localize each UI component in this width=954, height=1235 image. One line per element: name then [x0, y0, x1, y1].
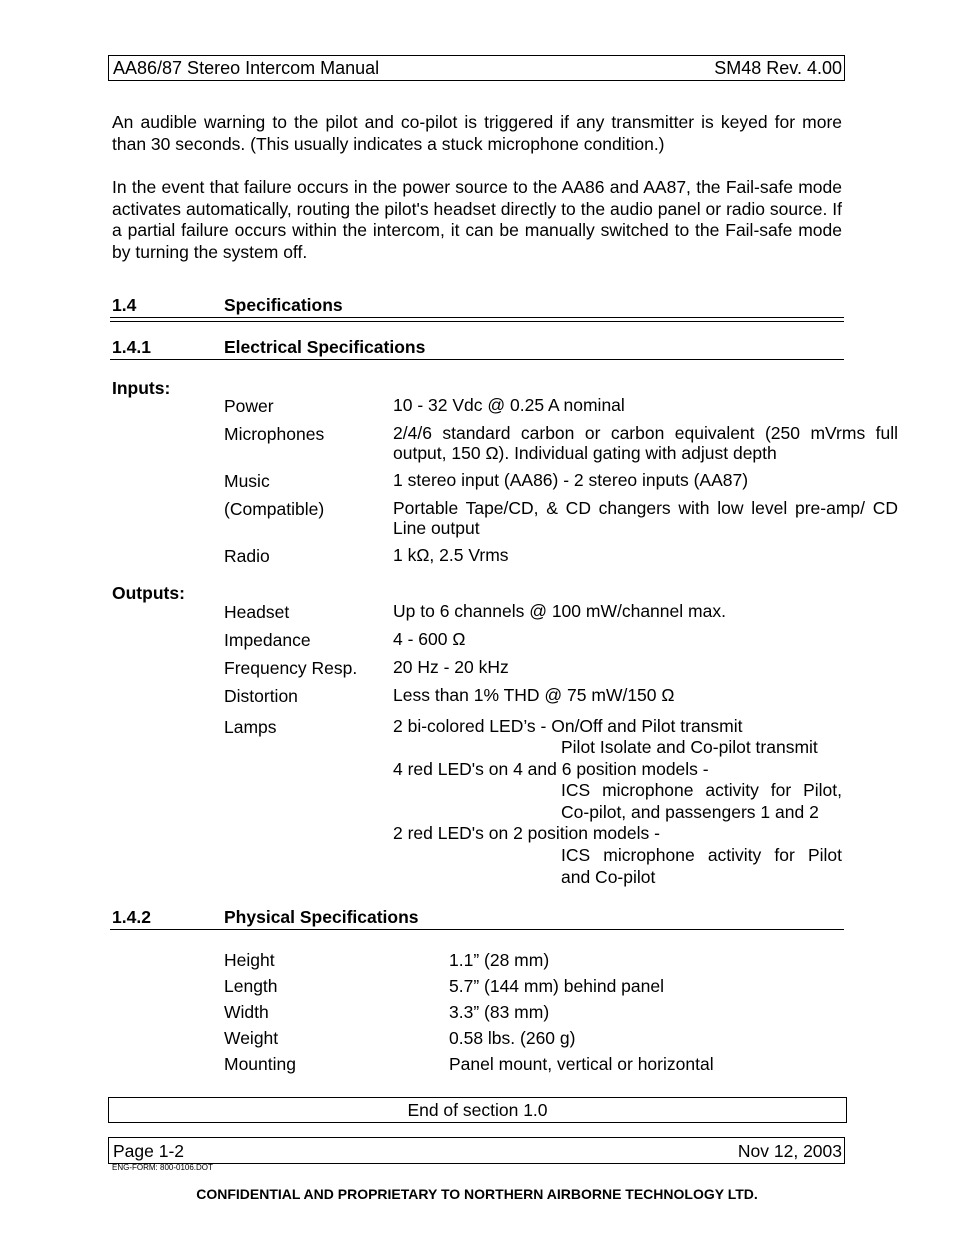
- spec-value-compatible: Portable Tape/CD, & CD changers with low level pre-amp/ CD Line output: [393, 498, 898, 538]
- outputs-heading: Outputs:: [112, 583, 185, 603]
- section-title: Specifications: [224, 295, 343, 315]
- manual-revision: SM48 Rev. 4.00: [714, 58, 842, 78]
- end-of-section: End of section 1.0: [108, 1097, 847, 1123]
- spec-value-frequency: 20 Hz - 20 kHz: [393, 657, 509, 677]
- manual-title: AA86/87 Stereo Intercom Manual: [113, 58, 380, 78]
- spec-label-radio: Radio: [224, 546, 270, 566]
- page-number: Page 1-2: [113, 1141, 185, 1161]
- spec-value-power: 10 - 32 Vdc @ 0.25 A nominal: [393, 395, 625, 415]
- section-rule-double: [110, 317, 844, 322]
- spec-value-radio: 1 kΩ, 2.5 Vrms: [393, 545, 509, 565]
- section-number: 1.4: [112, 295, 137, 315]
- subsection-rule: [110, 929, 844, 930]
- spec-label-lamps: Lamps: [224, 717, 277, 737]
- spec-label-distortion: Distortion: [224, 686, 298, 706]
- phys-label-height: Height: [224, 950, 275, 970]
- spec-value-lamps-3: 2 red LED's on 2 position models -: [393, 823, 660, 843]
- spec-label-frequency: Frequency Resp.: [224, 658, 358, 678]
- intro-paragraph-1: An audible warning to the pilot and co-pilot is triggered if any transmitter is keyed for more than 30 seconds. (This usually indicates a stuck microphone condition.): [112, 112, 842, 154]
- spec-value-lamps-2: 4 red LED's on 4 and 6 position models -: [393, 759, 709, 779]
- phys-label-mounting: Mounting: [224, 1054, 296, 1074]
- spec-value-distortion: Less than 1% THD @ 75 mW/150 Ω: [393, 685, 675, 705]
- spec-label-microphones: Microphones: [224, 424, 325, 444]
- spec-value-lamps-2b: ICS microphone activity for Pilot, Co-pilot, and passengers 1 and 2: [561, 780, 842, 822]
- subsection-title: Electrical Specifications: [224, 337, 426, 357]
- spec-label-compatible: (Compatible): [224, 499, 325, 519]
- intro-paragraph-2: In the event that failure occurs in the power source to the AA86 and AA87, the Fail-safe mode activates automatically, routing the pilot's headset directly to the audio panel or radio source. If a partial failure occurs within the intercom, it can be manually switched to the Fail-safe mode by turning the system off.: [112, 177, 842, 262]
- phys-label-length: Length: [224, 976, 278, 996]
- spec-value-lamps-1: 2 bi-colored LED’s - On/Off and Pilot transmit: [393, 716, 743, 736]
- spec-value-lamps-1b: Pilot Isolate and Co-pilot transmit: [561, 737, 818, 757]
- phys-label-width: Width: [224, 1002, 269, 1022]
- phys-value-weight: 0.58 lbs. (260 g): [449, 1028, 576, 1048]
- subsection-number: 1.4.1: [112, 337, 151, 357]
- spec-value-headset: Up to 6 channels @ 100 mW/channel max.: [393, 601, 726, 621]
- phys-label-weight: Weight: [224, 1028, 279, 1048]
- spec-value-impedance: 4 - 600 Ω: [393, 629, 466, 649]
- spec-value-music: 1 stereo input (AA86) - 2 stereo inputs (AA87): [393, 470, 749, 490]
- spec-label-music: Music: [224, 471, 270, 491]
- subsection-rule: [110, 359, 844, 360]
- confidential-notice: CONFIDENTIAL AND PROPRIETARY TO NORTHERN AIRBORNE TECHNOLOGY LTD.: [196, 1186, 758, 1202]
- footer-date: Nov 12, 2003: [737, 1141, 842, 1161]
- spec-label-impedance: Impedance: [224, 630, 311, 650]
- inputs-heading: Inputs:: [112, 378, 171, 398]
- subsection-title: Physical Specifications: [224, 907, 419, 927]
- spec-label-power: Power: [224, 396, 274, 416]
- phys-value-length: 5.7” (144 mm) behind panel: [449, 976, 664, 996]
- subsection-number: 1.4.2: [112, 907, 151, 927]
- form-id: ENG-FORM: 800-0106.DOT: [112, 1163, 213, 1172]
- spec-value-lamps-3b: ICS microphone activity for Pilot and Co-pilot: [561, 845, 842, 887]
- spec-value-microphones: 2/4/6 standard carbon or carbon equivalent (250 mVrms full output, 150 Ω). Individual gating with adjust depth: [393, 423, 898, 463]
- page-footer: [108, 1137, 845, 1164]
- spec-label-headset: Headset: [224, 602, 290, 622]
- phys-value-mounting: Panel mount, vertical or horizontal: [449, 1054, 714, 1074]
- phys-value-width: 3.3” (83 mm): [449, 1002, 550, 1022]
- phys-value-height: 1.1” (28 mm): [449, 950, 550, 970]
